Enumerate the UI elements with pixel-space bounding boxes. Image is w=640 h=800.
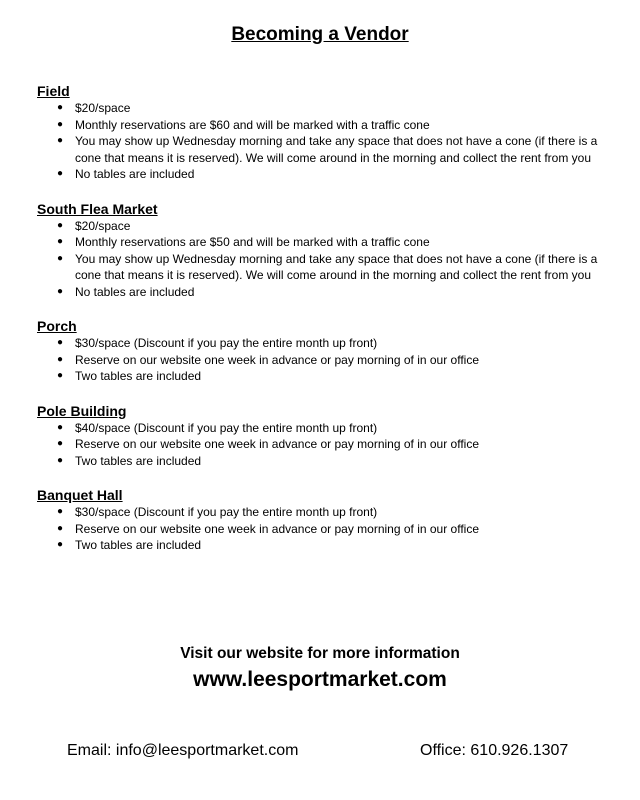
list-item xyxy=(37,166,607,183)
page-title: Becoming a Vendor xyxy=(231,24,409,45)
list-item-text: No tables are included xyxy=(75,284,195,299)
list-item xyxy=(37,436,607,453)
bullet-icon: ● xyxy=(57,219,64,231)
website-url: www.leesportmarket.com xyxy=(193,668,447,691)
list-item-text: No tables are included xyxy=(75,167,195,181)
list-item-text: Monthly reservations are $50 and will be marked with a traffic cone xyxy=(75,235,430,249)
bullet-icon: ● xyxy=(57,539,64,550)
list-item-text: You may show up Wednesday morning and take any space that does not have a cone (if there is a cone that means it is reserved). We will come around in the morning and collect the rent from you xyxy=(75,251,598,282)
list-item-text: You may show up Wednesday morning and take any space that does not have a cone (if there is a cone that means it is reserved). We will come around in the morning and collect the rent from you xyxy=(75,134,598,165)
list-item xyxy=(37,537,607,554)
bullet-icon: ● xyxy=(57,135,64,146)
section-pole-building xyxy=(37,402,607,470)
office-phone: Office: 610.926.1307 xyxy=(420,742,569,759)
list-item-text: Two tables are included xyxy=(75,453,202,468)
list-item-text: Reserve on our website one week in advance or pay morning of in our office xyxy=(75,521,480,536)
bullet-list xyxy=(37,420,607,470)
bullet-icon: ● xyxy=(57,102,64,113)
bullet-icon: ● xyxy=(57,285,64,297)
bullet-icon: ● xyxy=(57,337,64,348)
bullet-icon: ● xyxy=(57,168,64,179)
bullet-icon: ● xyxy=(57,522,64,534)
list-item xyxy=(37,335,607,352)
list-item-text: $30/space (Discount if you pay the entire month up front) xyxy=(75,336,378,350)
section-heading: Pole Building xyxy=(37,402,127,419)
list-item-text: $30/space (Discount if you pay the entire month up front) xyxy=(75,505,378,519)
bullet-list xyxy=(37,218,607,301)
list-item xyxy=(37,284,607,301)
section-south-flea-market xyxy=(37,200,607,301)
email-contact: Email: info@leesportmarket.com xyxy=(67,742,299,759)
list-item-text: $20/space xyxy=(75,101,131,115)
section-banquet-hall xyxy=(37,486,607,554)
bullet-icon: ● xyxy=(57,438,64,449)
list-item xyxy=(37,133,607,166)
bullet-icon: ● xyxy=(57,370,64,381)
bullet-icon: ● xyxy=(57,353,64,365)
section-heading: Banquet Hall xyxy=(37,487,123,503)
list-item-text: Two tables are included xyxy=(75,538,202,552)
list-item xyxy=(37,218,607,235)
list-item-text: Two tables are included xyxy=(75,369,202,383)
list-item xyxy=(37,100,607,117)
section-heading: Porch xyxy=(37,318,77,334)
section-field xyxy=(37,82,607,183)
list-item xyxy=(37,251,607,284)
vendor-sections xyxy=(37,82,607,571)
bullet-icon: ● xyxy=(57,252,64,264)
list-item xyxy=(37,117,607,134)
bullet-list xyxy=(37,335,607,385)
section-heading: South Flea Market xyxy=(37,200,158,217)
section-heading: Field xyxy=(37,83,70,99)
list-item xyxy=(37,504,607,521)
list-item-text: Reserve on our website one week in advance or pay morning of in our office xyxy=(75,352,480,367)
bullet-icon: ● xyxy=(57,454,64,466)
bullet-list xyxy=(37,504,607,554)
bullet-icon: ● xyxy=(57,421,64,433)
bullet-list xyxy=(37,100,607,183)
bullet-icon: ● xyxy=(57,506,64,517)
list-item xyxy=(37,352,607,369)
list-item xyxy=(37,453,607,470)
list-item xyxy=(37,368,607,385)
list-item xyxy=(37,234,607,251)
visit-website-text: Visit our website for more information xyxy=(180,645,460,662)
list-item-text: $20/space xyxy=(75,218,131,233)
list-item xyxy=(37,420,607,437)
list-item-text: Reserve on our website one week in advance or pay morning of in our office xyxy=(75,437,480,451)
section-porch xyxy=(37,317,607,385)
bullet-icon: ● xyxy=(57,118,64,130)
list-item-text: Monthly reservations are $60 and will be marked with a traffic cone xyxy=(75,117,430,132)
bullet-icon: ● xyxy=(57,236,64,247)
list-item-text: $40/space (Discount if you pay the entire month up front) xyxy=(75,420,378,435)
list-item xyxy=(37,521,607,538)
